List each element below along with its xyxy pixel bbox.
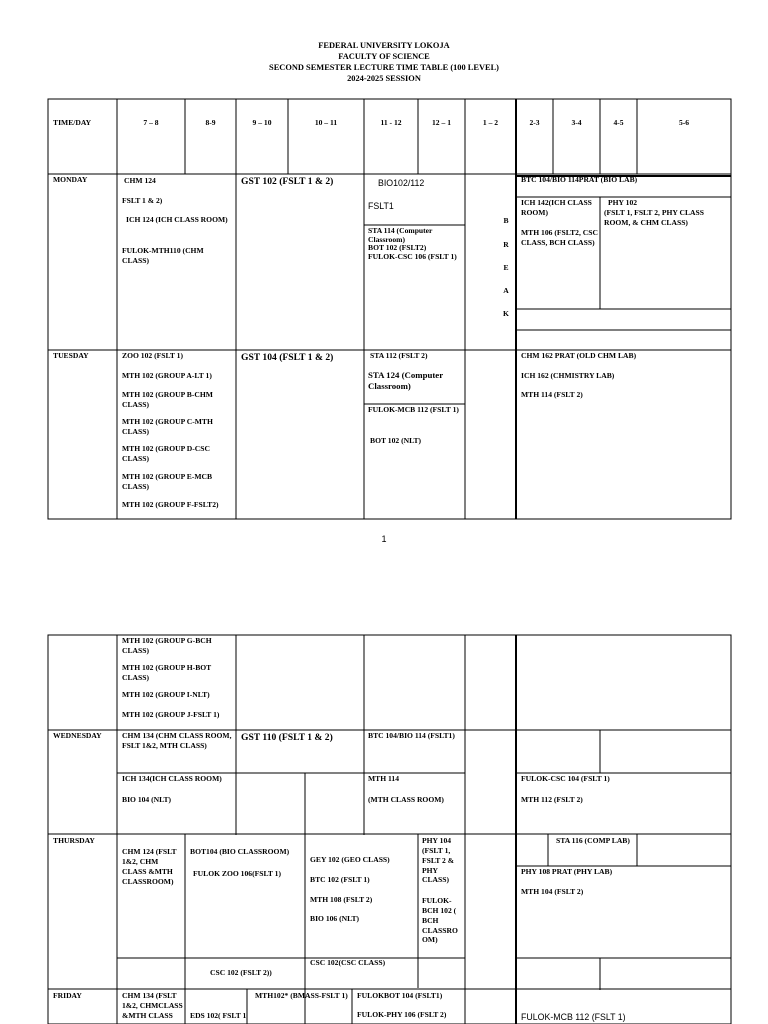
course-cell: ICH 134(ICH CLASS ROOM)	[122, 774, 222, 783]
session-label: 2024-2025 SESSION	[347, 73, 421, 83]
course-cell: BOT104 (BIO CLASSROOM)	[190, 847, 290, 856]
slot-header: 4-5	[613, 118, 624, 127]
course-cell: PHY 104 (FSLT 1, FSLT 2 & PHY CLASS)	[422, 836, 455, 885]
course-cell: STA 116 (COMP LAB)	[556, 836, 630, 845]
course-cell: MTH 108 (FSLT 2)	[310, 895, 373, 904]
day-label-wednesday: WEDNESDAY	[53, 731, 102, 740]
course-cell: GST 110 (FSLT 1 & 2)	[241, 732, 333, 743]
course-cell: FULOK-CSC 104 (FSLT 1)	[521, 774, 610, 783]
course-cell: FSLT1	[368, 201, 394, 211]
slot-header: 7 – 8	[143, 118, 159, 127]
time-day-header: TIME/DAY	[53, 118, 92, 127]
day-label-tuesday: TUESDAY	[53, 351, 89, 360]
course-cell: FSLT 1 & 2)	[122, 196, 163, 205]
course-cell: MTH 112 (FSLT 2)	[521, 795, 583, 804]
slot-header: 11 - 12	[380, 118, 402, 127]
slot-header: 3-4	[571, 118, 582, 127]
document-header	[0, 41, 768, 85]
course-cell: BTC 104/BIO 114PRAT (BIO LAB)	[521, 175, 638, 184]
course-cell: FULOK-BCH 102 ( BCH CLASSRO OM)	[422, 896, 458, 945]
course-cell: BTC 102 (FSLT 1)	[310, 875, 370, 884]
course-cell: STA 112 (FSLT 2)	[370, 351, 428, 360]
course-cell: MTH 102 (GROUP E-MCB CLASS)	[122, 472, 213, 491]
course-cell: CHM 134 (FSLT 1&2, CHMCLASS &MTH CLASS	[122, 991, 183, 1020]
break-letter: A	[503, 286, 509, 295]
course-cell: MTH 106 (FSLT2, CSC CLASS, BCH CLASS)	[521, 228, 598, 247]
course-cell: GST 102 (FSLT 1 & 2)	[241, 176, 334, 187]
day-label-monday: MONDAY	[53, 175, 88, 184]
day-label-friday: FRIDAY	[53, 991, 82, 1000]
course-cell: MTH 102 (GROUP A-LT 1)	[122, 371, 212, 380]
course-cell: STA 124 (Computer Classroom)	[368, 370, 443, 392]
break-letter: R	[503, 240, 509, 249]
slot-header: 8-9	[205, 118, 216, 127]
course-cell: CHM 162 PRAT (OLD CHM LAB)	[521, 351, 637, 360]
course-cell: MTH 102 (GROUP B-CHM CLASS)	[122, 390, 213, 409]
break-letter: E	[503, 263, 509, 272]
course-cell: MTH102* (BMASS-FSLT 1)	[255, 991, 348, 1000]
course-cell: GST 104 (FSLT 1 & 2)	[241, 352, 334, 363]
faculty-name: FACULTY OF SCIENCE	[338, 51, 430, 61]
course-cell: MTH 102 (GROUP F-FSLT2)	[122, 500, 219, 509]
course-cell: MTH 114	[368, 774, 400, 783]
course-cell: FULOKBOT 104 (FSLT1)	[357, 991, 443, 1000]
course-cell: GEY 102 (GEO CLASS)	[310, 855, 390, 864]
course-cell: MTH 102 (GROUP I-NLT)	[122, 690, 210, 699]
course-cell: CSC 102(CSC CLASS)	[310, 958, 386, 967]
course-cell: CSC 102 (FSLT 2))	[210, 968, 272, 977]
slot-header: 1 – 2	[482, 118, 499, 127]
course-cell: ZOO 102 (FSLT 1)	[122, 351, 183, 360]
course-cell: CHM 124	[124, 176, 156, 185]
slot-header: 10 – 11	[314, 118, 338, 127]
break-letter: B	[503, 216, 509, 225]
course-cell: STA 114 (Computer Classroom) BOT 102 (FSLT2) FULOK-CSC 106 (FSLT 1)	[368, 226, 457, 262]
course-cell: BOT 102 (NLT)	[370, 436, 422, 445]
course-cell: PHY 108 PRAT (PHY LAB)	[521, 867, 613, 876]
course-cell: CHM 124 (FSLT 1&2, CHM CLASS &MTH CLASSROOM)	[122, 847, 177, 886]
course-cell: MTH 102 (GROUP D-CSC CLASS)	[122, 444, 210, 463]
timetable-title: SECOND SEMESTER LECTURE TIME TABLE (100 LEVEL)	[269, 62, 499, 72]
course-cell: (MTH CLASS ROOM)	[368, 795, 444, 804]
course-cell: ICH 124 (ICH CLASS ROOM)	[126, 215, 228, 224]
course-cell: FULOK-MCB 112 (FSLT 1)	[521, 1012, 626, 1022]
course-cell: PHY 102 (FSLT 1, FSLT 2, PHY CLASS ROOM, & CHM CLASS)	[604, 198, 704, 227]
slot-header: 5-6	[678, 118, 690, 127]
course-cell: MTH 114 (FSLT 2)	[521, 390, 583, 399]
course-cell: FULOK ZOO 106(FSLT 1)	[193, 869, 281, 878]
slot-header: 9 – 10	[252, 118, 272, 127]
page-number: 1	[381, 534, 387, 544]
course-cell: MTH 102 (GROUP G-BCH CLASS)	[122, 636, 212, 655]
slot-header: 2-3	[529, 118, 540, 127]
course-cell: FULOK-MCB 112 (FSLT 1)	[368, 405, 459, 414]
course-cell: MTH 102 (GROUP H-BOT CLASS)	[122, 663, 212, 682]
course-cell: CHM 134 (CHM CLASS ROOM, FSLT 1&2, MTH CLASS)	[122, 731, 232, 750]
course-cell: ICH 162 (CHMISTRY LAB)	[521, 371, 615, 380]
course-cell: MTH 104 (FSLT 2)	[521, 887, 584, 896]
course-cell: ICH 142(ICH CLASS ROOM)	[521, 198, 592, 217]
day-label-thursday: THURSDAY	[53, 836, 95, 845]
break-letter: K	[503, 309, 509, 318]
course-cell: BTC 104/BIO 114 (FSLT1)	[368, 731, 455, 740]
course-cell: FULOK-MTH110 (CHM CLASS)	[122, 246, 204, 265]
course-cell: BIO102/112	[378, 178, 425, 188]
university-name: FEDERAL UNIVERSITY LOKOJA	[318, 41, 450, 50]
course-cell: MTH 102 (GROUP J-FSLT 1)	[122, 710, 220, 719]
course-cell: BIO 104 (NLT)	[122, 795, 172, 804]
course-cell: BIO 106 (NLT)	[310, 914, 360, 923]
slot-header: 12 – 1	[432, 118, 451, 127]
course-cell: FULOK-PHY 106 (FSLT 2)	[357, 1010, 447, 1019]
course-cell: EDS 102( FSLT 1	[190, 1011, 247, 1020]
course-cell: MTH 102 (GROUP C-MTH CLASS)	[122, 417, 213, 436]
